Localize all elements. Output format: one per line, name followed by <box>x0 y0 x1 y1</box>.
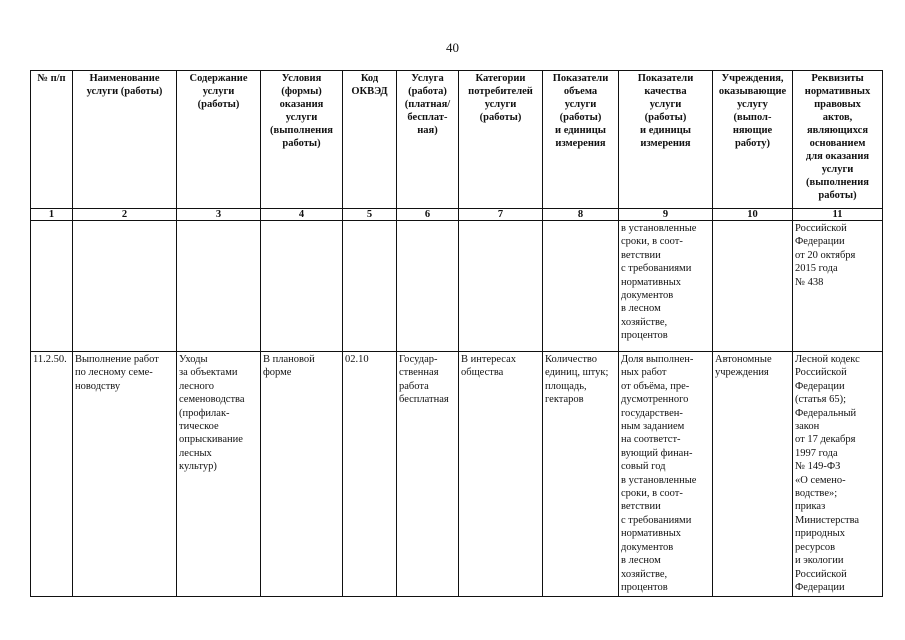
cell-text-line: «О семено- <box>795 474 846 486</box>
cell-text-line: хозяйстве, <box>621 568 668 580</box>
cell-text-line: (статья 65); <box>795 394 847 406</box>
cell-text-line: новодству <box>75 380 121 392</box>
column-number-cell: 9 <box>619 209 713 221</box>
cell-text-line: в установленные <box>621 474 697 486</box>
cell-text-line: на соответст- <box>621 434 681 446</box>
table-cell <box>73 352 177 597</box>
cell-text-line: ресурсов <box>795 541 836 553</box>
table-cell <box>713 352 793 597</box>
cell-text-line: опрыскивание <box>179 434 243 446</box>
cell-text-line: дусмотренного <box>621 394 689 406</box>
table-cell <box>793 221 883 352</box>
cell-text-line: и экологии <box>795 555 844 567</box>
cell-text-line: 2015 года <box>795 263 838 275</box>
cell-text-line: ственная <box>399 367 439 379</box>
table-row <box>31 352 883 597</box>
cell-text-line: Российской <box>795 223 847 234</box>
cell-text-line: совый год <box>621 461 666 473</box>
cell-text-line: Показатели <box>637 73 694 84</box>
column-number-cell: 3 <box>177 209 261 221</box>
cell-text-line: хозяйстве, <box>621 316 668 328</box>
table-cell <box>619 352 713 597</box>
cell-text-line: процентов <box>621 330 668 342</box>
cell-text-line: Выполнение работ <box>75 354 159 365</box>
table-cell <box>459 352 543 597</box>
header-cell <box>343 71 397 209</box>
header-cell <box>713 71 793 209</box>
cell-text-line: с требованиями <box>621 263 692 275</box>
cell-text-line: услуги (работы) <box>86 86 163 97</box>
cell-text-line: в установленные <box>621 223 697 234</box>
header-cell <box>31 71 73 209</box>
cell-text-line: Автономные <box>715 354 772 365</box>
column-number-cell: 4 <box>261 209 343 221</box>
cell-text-line: Наименование <box>89 73 160 84</box>
cell-text-line: Учреждения, <box>721 73 784 84</box>
cell-text-line: ным заданием <box>621 421 685 433</box>
cell-text-line: № п/п <box>37 73 66 84</box>
cell-text-line: природных <box>795 528 845 540</box>
page-number: 40 <box>446 40 459 55</box>
cell-text-line: (работа) <box>408 86 447 97</box>
table-cell <box>261 221 343 352</box>
cell-text-line: приказ <box>795 501 826 513</box>
cell-text-line: культур) <box>179 461 217 473</box>
cell-text-line: и единицы <box>640 125 691 136</box>
cell-text-line: работы) <box>282 138 321 149</box>
cell-text-line: ветствии <box>621 501 661 513</box>
table-cell <box>343 221 397 352</box>
cell-text-line: оказания <box>279 99 324 110</box>
cell-text-line: документов <box>621 290 674 302</box>
column-number-cell: 8 <box>543 209 619 221</box>
cell-text-line: Федерации <box>795 581 845 593</box>
cell-text-line: Федеральный <box>795 407 857 419</box>
cell-text-line: от объёма, пре- <box>621 380 690 392</box>
cell-text-line: Министерства <box>795 514 860 526</box>
header-cell <box>177 71 261 209</box>
cell-text-line: работа <box>399 380 429 392</box>
cell-text-line: от 17 декабря <box>795 434 856 446</box>
cell-text-line: бесплатная <box>399 394 449 406</box>
cell-text-line: Лесной кодекс <box>795 354 860 365</box>
cell-text-line: от 20 октября <box>795 249 856 261</box>
cell-text-line: няющие <box>732 125 773 136</box>
table-cell <box>73 221 177 352</box>
cell-text-line: потребителей <box>468 86 533 97</box>
cell-text-line: 02.10 <box>345 354 369 365</box>
cell-text-line: услуги <box>564 99 597 110</box>
cell-text-line: качества <box>644 86 687 97</box>
column-number-cell: 1 <box>31 209 73 221</box>
header-cell <box>543 71 619 209</box>
table-cell <box>543 352 619 597</box>
cell-text-line: для оказания <box>805 151 870 162</box>
cell-text-line: по лесному семе- <box>75 367 153 379</box>
cell-text-line: ных работ <box>621 367 667 379</box>
column-number-cell: 2 <box>73 209 177 221</box>
cell-text-line: Условия <box>281 73 322 84</box>
cell-text-line: общества <box>461 367 504 379</box>
cell-text-line: В плановой <box>263 354 315 365</box>
column-number-cell: 5 <box>343 209 397 221</box>
cell-text-line: измерения <box>640 138 691 149</box>
cell-text-line: (выпол- <box>733 112 772 123</box>
table-header-row <box>31 71 883 209</box>
column-number-cell: 6 <box>397 209 459 221</box>
header-cell <box>261 71 343 209</box>
cell-text-line: нормативных <box>804 86 871 97</box>
cell-text-line: бесплат- <box>407 112 448 123</box>
header-cell <box>793 71 883 209</box>
cell-text-line: объема <box>563 86 598 97</box>
cell-text-line: В интересах <box>461 354 516 365</box>
cell-text-line: учреждения <box>715 367 769 379</box>
table-cell <box>261 352 343 597</box>
cell-text-line: услуги <box>202 86 235 97</box>
table-cell <box>619 221 713 352</box>
cell-text-line: лесных <box>179 447 212 459</box>
cell-text-line: Категории <box>475 73 526 84</box>
table-cell <box>397 221 459 352</box>
cell-text-line: Показатели <box>552 73 609 84</box>
cell-text-line: являющихся <box>806 125 868 136</box>
cell-text-line: (выполнения <box>270 125 333 136</box>
cell-text-line: услуги <box>285 112 318 123</box>
cell-text-line: (работы) <box>197 99 240 110</box>
cell-text-line: № 149-ФЗ <box>795 461 841 473</box>
cell-text-line: основанием <box>809 138 866 149</box>
column-number-cell: 7 <box>459 209 543 221</box>
cell-text-line: лесного <box>179 380 214 392</box>
cell-text-line: № 438 <box>795 276 824 288</box>
cell-text-line: государствен- <box>621 407 683 419</box>
table-cell <box>177 221 261 352</box>
cell-text-line: услуги <box>649 99 682 110</box>
cell-text-line: гектаров <box>545 394 584 406</box>
cell-text-line: закон <box>795 421 820 433</box>
cell-text-line: Государ- <box>399 354 438 365</box>
cell-text-line: ветствии <box>621 249 661 261</box>
column-number-cell: 10 <box>713 209 793 221</box>
table-cell <box>177 352 261 597</box>
cell-text-line: ная) <box>417 125 438 136</box>
cell-text-line: сроки, в соот- <box>621 236 683 248</box>
cell-text-line: процентов <box>621 581 668 593</box>
cell-text-line: услуги <box>821 164 854 175</box>
table-cell <box>343 352 397 597</box>
table-cell <box>713 221 793 352</box>
cell-text-line: нормативных <box>621 276 682 288</box>
table-cell <box>543 221 619 352</box>
header-cell <box>459 71 543 209</box>
header-cell <box>619 71 713 209</box>
cell-text-line: вующий финан- <box>621 447 693 459</box>
cell-text-line: правовых <box>814 99 861 110</box>
cell-text-line: единиц, штук; <box>545 367 609 379</box>
cell-text-line: измерения <box>555 138 606 149</box>
table-row <box>31 221 883 352</box>
cell-text-line: 1997 года <box>795 447 838 459</box>
cell-text-line: Российской <box>795 568 847 580</box>
cell-text-line: Код <box>360 73 379 84</box>
cell-text-line: с требованиями <box>621 514 692 526</box>
cell-text-line: услуги <box>484 99 517 110</box>
table-cell <box>459 221 543 352</box>
cell-text-line: Уходы <box>179 354 208 365</box>
cell-text-line: Количество <box>545 354 598 365</box>
cell-text-line: за объектами <box>179 367 238 379</box>
cell-text-line: работы) <box>818 190 857 201</box>
cell-text-line: Федерации <box>795 380 845 392</box>
cell-text-line: (работы) <box>479 112 522 123</box>
cell-text-line: оказывающие <box>718 86 787 97</box>
cell-text-line: Услуга <box>411 73 444 84</box>
cell-text-line: тическое <box>179 421 219 433</box>
cell-text-line: (формы) <box>281 86 322 97</box>
cell-text-line: и единицы <box>555 125 606 136</box>
table-cell <box>793 352 883 597</box>
cell-text-line: сроки, в соот- <box>621 488 683 500</box>
cell-text-line: в лесном <box>621 303 661 315</box>
column-number-cell: 11 <box>793 209 883 221</box>
header-cell <box>73 71 177 209</box>
cell-text-line: форме <box>263 367 292 379</box>
table-cell <box>397 352 459 597</box>
cell-text-line: 11.2.50. <box>33 354 67 365</box>
cell-text-line: площадь, <box>545 380 587 392</box>
cell-text-line: (работы) <box>559 112 602 123</box>
cell-text-line: документов <box>621 541 674 553</box>
cell-text-line: услугу <box>737 99 768 110</box>
header-cell <box>397 71 459 209</box>
cell-text-line: (работы) <box>644 112 687 123</box>
cell-text-line: ОКВЭД <box>351 86 388 97</box>
table-cell <box>31 221 73 352</box>
cell-text-line: (профилак- <box>179 407 230 419</box>
table-cell <box>31 352 73 597</box>
cell-text-line: в лесном <box>621 555 661 567</box>
cell-text-line: Содержание <box>189 73 248 84</box>
cell-text-line: Российской <box>795 367 847 379</box>
cell-text-line: актов, <box>822 112 853 123</box>
cell-text-line: водстве»; <box>795 488 838 500</box>
column-number-row <box>31 209 883 221</box>
cell-text-line: Реквизиты <box>811 73 864 84</box>
cell-text-line: (выполнения <box>806 177 869 188</box>
cell-text-line: нормативных <box>621 528 682 540</box>
cell-text-line: (платная/ <box>404 99 451 110</box>
services-table <box>30 70 883 597</box>
cell-text-line: семеноводства <box>179 394 245 406</box>
cell-text-line: Доля выполнен- <box>621 354 694 365</box>
cell-text-line: работу) <box>734 138 771 149</box>
cell-text-line: Федерации <box>795 236 845 248</box>
